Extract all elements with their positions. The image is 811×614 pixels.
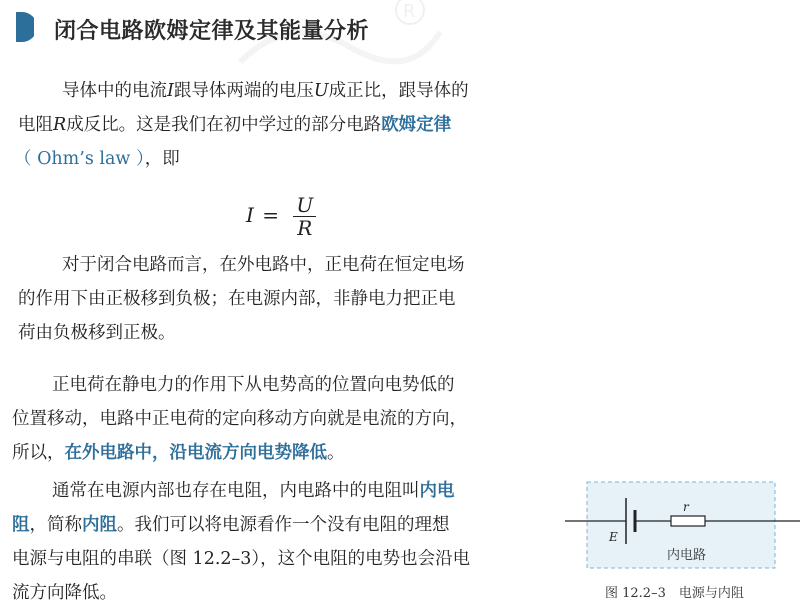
paragraph-3-line-2: 位置移动，电路中正电荷的定向移动方向就是电流的方向，: [12, 409, 467, 429]
resistor-r: [671, 516, 705, 526]
label-r: r: [683, 500, 689, 514]
paragraph-1-line-2: 电阻R成反比。这是我们在初中学过的部分电路欧姆定律: [18, 115, 452, 135]
paragraph-4-line-4: 流方向降低。: [12, 583, 117, 603]
section-title: 闭合电路欧姆定律及其能量分析: [54, 19, 370, 44]
key-conclusion: 在外电路中，沿电流方向电势降低: [64, 443, 327, 463]
figure-power-source-internal-resistance: [565, 478, 800, 608]
paragraph-1-line-3: （ Ohm’s law ），即: [14, 149, 180, 169]
paragraph-3-line-1: 正电荷在静电力的作用下从电势高的位置向电势低的: [52, 375, 455, 395]
paragraph-2-line-2: 的作用下由正极移到负极；在电源内部，非静电力把正电: [18, 289, 456, 309]
paragraph-3-line-3: 所以，在外电路中，沿电流方向电势降低。: [12, 443, 345, 463]
paragraph-2-line-3: 荷由负极移到正极。: [18, 323, 176, 343]
section-marker-icon: [12, 12, 34, 42]
circuit-diagram: [565, 478, 800, 578]
paragraph-4-line-1: 通常在电源内部也存在电阻，内电路中的电阻叫内电: [52, 481, 455, 501]
section-header: [0, 8, 811, 48]
label-internal-circuit: 内电路: [667, 548, 707, 563]
paragraph-2-line-1: 对于闭合电路而言，在外电路中，正电荷在恒定电场: [62, 255, 465, 275]
term-internal-resistance: 内电: [419, 481, 455, 501]
term-internal-resistance-short: 内阻: [82, 515, 117, 535]
equation-numerator: U: [293, 194, 316, 217]
paragraph-4-line-3: 电源与电阻的串联（图 12.2–3），这个电阻的电势也会沿电: [12, 549, 471, 569]
paragraph-1-line-1: 导体中的电流I跟导体两端的电压U成正比，跟导体的: [62, 81, 469, 101]
label-E: E: [609, 530, 618, 544]
figure-caption: 图 12.2–3 电源与内阻: [605, 586, 744, 601]
paragraph-4-line-2: 阻，简称内阻。我们可以将电源看作一个没有电阻的理想: [12, 515, 450, 535]
term-ohms-law: 欧姆定律: [381, 115, 452, 135]
svg-text:R: R: [403, 1, 416, 22]
ohms-law-equation: I = $\frac{U}{R}$: [246, 194, 316, 239]
term-ohms-law-english: Ohm’s law: [31, 149, 136, 169]
equation-denominator: R: [297, 216, 313, 240]
